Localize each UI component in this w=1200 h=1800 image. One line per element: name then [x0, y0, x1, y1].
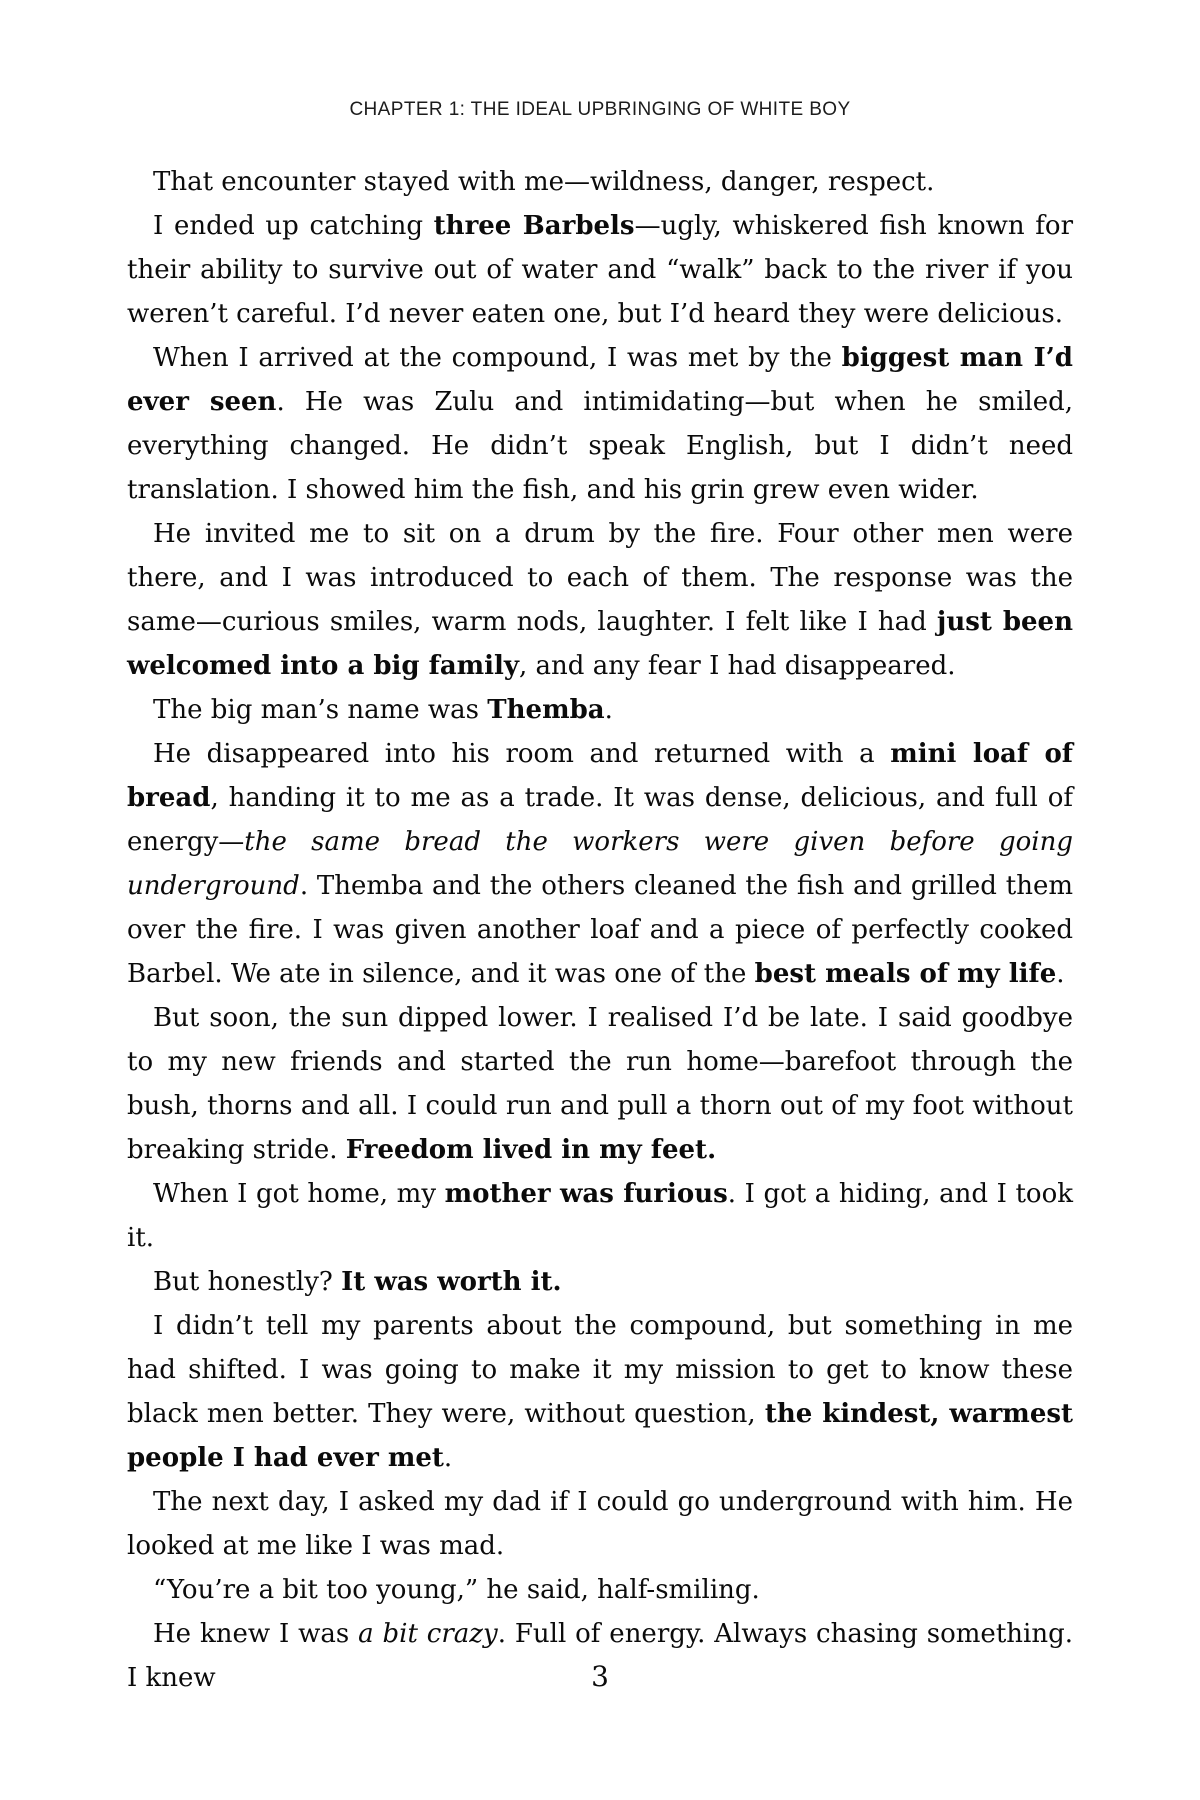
- text-run-normal: .: [604, 695, 613, 725]
- text-run-normal: I ended up catching: [153, 211, 434, 241]
- paragraph: [127, 204, 1073, 336]
- text-run-normal: —ugly, whiskered fish known for their ability to survive out of water and “walk” back to the river if you weren’t careful. I’d never eaten one, but I’d heard they were delicious.: [127, 211, 1073, 329]
- paragraph: [127, 512, 1073, 688]
- text-run-normal: When I arrived at the compound, I was met by the: [153, 343, 842, 373]
- text-run-normal: The big man’s name was: [153, 695, 488, 725]
- paragraph: [127, 1568, 1073, 1612]
- text-run-normal: .: [443, 1443, 453, 1473]
- text-run-normal: .: [1056, 959, 1065, 989]
- text-run-normal: . He was Zulu and intimidating—but when he smiled, everything changed. He didn’t speak English, but I didn’t need translation. I showed him the fish, and his grin grew even wider.: [127, 387, 1073, 505]
- text-run-normal: I didn’t tell my parents about the compound, but something in me had shifted. I was going to make it my mission to get to know these black men better. They were, without question,: [127, 1311, 1073, 1429]
- paragraph: [127, 1172, 1073, 1260]
- paragraph: [127, 1260, 1073, 1304]
- text-run-bold: best meals of my life: [754, 959, 1057, 989]
- text-run-normal: . I got a hiding, and I took it.: [127, 1179, 1073, 1253]
- text-run-normal: The next day, I asked my dad if I could go underground with him. He looked at me like I was mad.: [127, 1487, 1073, 1561]
- text-run-italic: the same bread the workers were given before going underground: [127, 827, 1073, 901]
- text-run-normal: He disappeared into his room and returned with a: [153, 739, 891, 769]
- text-run-normal: He invited me to sit on a drum by the fire. Four other men were there, and I was introduced to each of them. The response was the same—curious smiles, warm nods, laughter. I felt like I had: [127, 519, 1073, 637]
- text-run-bold: just been welcomed into a big family: [127, 607, 1073, 681]
- paragraph: [127, 688, 1073, 732]
- text-run-normal: , and any fear I had disappeared.: [519, 651, 956, 681]
- text-run-normal: But honestly?: [153, 1267, 342, 1297]
- text-run-normal: “You’re a bit too young,” he said, half-smiling.: [153, 1575, 760, 1605]
- text-run-bold: the kindest, warmest people I had ever met: [127, 1399, 1074, 1473]
- page-number: 3: [591, 1660, 609, 1693]
- text-run-bold: It was worth it.: [341, 1267, 562, 1297]
- text-run-bold: mini loaf of bread: [127, 739, 1073, 813]
- paragraph: [127, 732, 1073, 996]
- text-run-bold: Freedom lived in my feet.: [345, 1135, 717, 1165]
- text-run-normal: . Themba and the others cleaned the fish and grilled them over the fire. I was given another loaf and a piece of perfectly cooked Barbel. We ate in silence, and it was one of the: [127, 871, 1073, 989]
- text-run-bold: Themba: [487, 695, 605, 725]
- paragraph: [127, 160, 1073, 204]
- text-run-bold: biggest man I’d ever seen: [127, 343, 1073, 417]
- paragraph: [127, 1480, 1073, 1568]
- text-run-normal: That encounter stayed with me—wildness, danger, respect.: [153, 167, 935, 197]
- text-run-normal: . Full of energy. Always chasing something. I knew: [127, 1619, 1073, 1693]
- paragraph: [127, 336, 1073, 512]
- text-run-normal: , handing it to me as a trade. It was dense, delicious, and full of energy—: [127, 783, 1073, 857]
- text-run-bold: three Barbels: [433, 211, 635, 241]
- chapter-header: CHAPTER 1: THE IDEAL UPBRINGING OF WHITE BOY: [349, 99, 851, 120]
- text-run-normal: When I got home, my: [153, 1179, 445, 1209]
- text-run-normal: He knew I was: [153, 1619, 359, 1649]
- paragraph: [127, 1304, 1073, 1480]
- text-run-bold: mother was furious: [444, 1179, 728, 1209]
- text-run-italic: a bit crazy: [358, 1619, 498, 1649]
- text-run-normal: But soon, the sun dipped lower. I realised I’d be late. I said goodbye to my new friends and started the run home—barefoot through the bush, thorns and all. I could run and pull a thorn out of my foot without breaking stride.: [127, 1003, 1073, 1165]
- paragraph: [127, 996, 1073, 1172]
- body-text: [127, 160, 1073, 1700]
